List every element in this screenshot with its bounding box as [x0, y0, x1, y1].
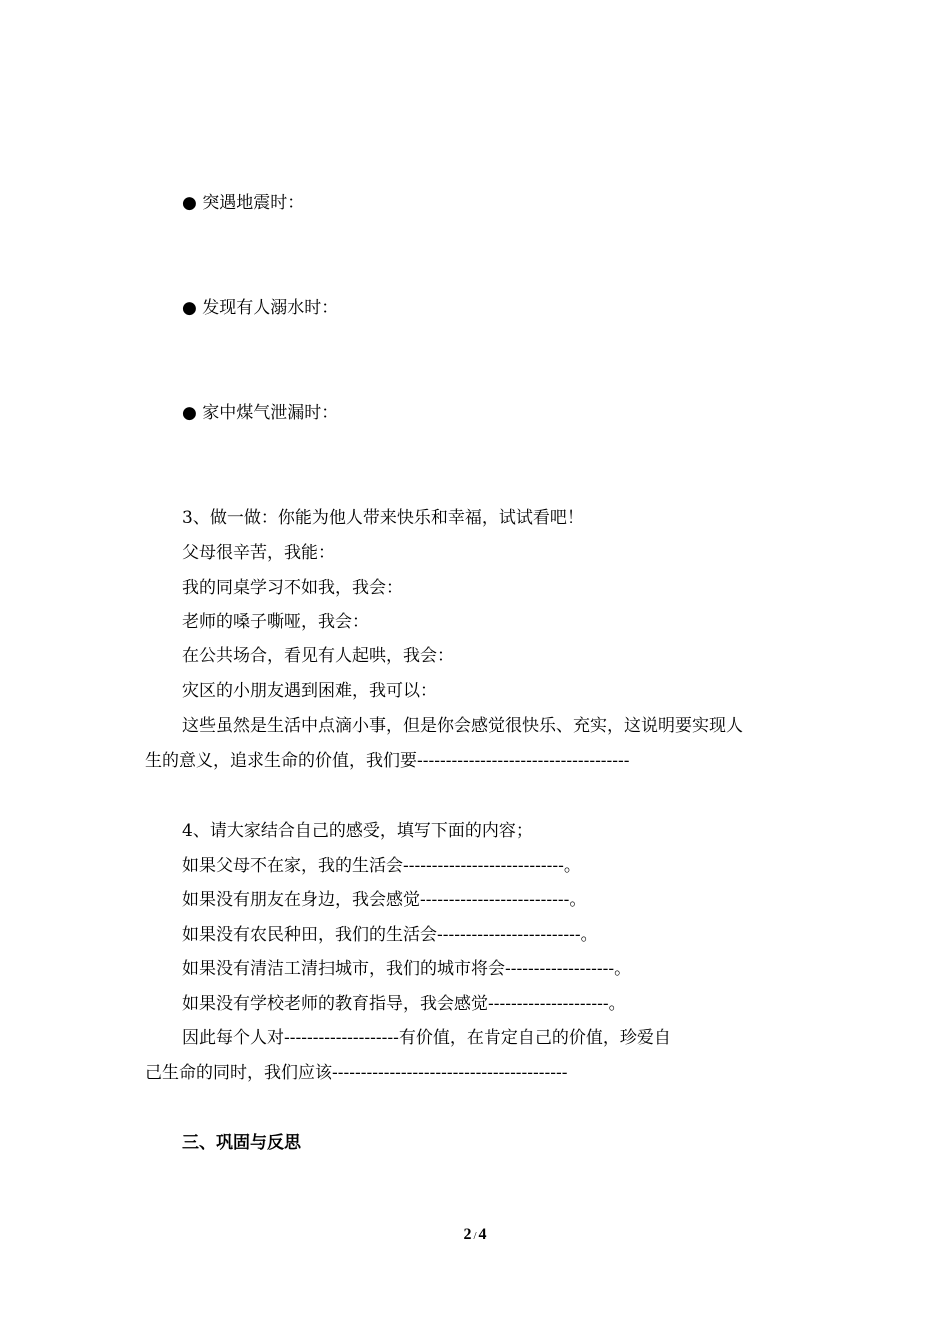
q3-item-deskmate: 我的同桌学习不如我，我会： [182, 578, 403, 598]
bullet-earthquake: ● 突遇地震时： [182, 193, 305, 213]
q4-item-farmers: 如果没有农民种田，我们的生活会-------------------------。 [182, 925, 598, 945]
q4-item-cleaners: 如果没有清洁工清扫城市，我们的城市将会-------------------。 [182, 959, 632, 979]
q3-item-teacher: 老师的嗓子嘶哑，我会： [182, 612, 369, 632]
section-3-heading: 三、巩固与反思 [182, 1133, 301, 1153]
q3-summary-line1: 这些虽然是生活中点滴小事，但是你会感觉很快乐、充实，这说明要实现人 [182, 716, 743, 736]
question-3-title: 3、做一做：你能为他人带来快乐和幸福，试试看吧！ [182, 508, 584, 528]
q3-item-parents: 父母很辛苦，我能： [182, 543, 335, 563]
page-total: 4 [478, 1226, 487, 1243]
q4-item-friends: 如果没有朋友在身边，我会感觉--------------------------。 [182, 890, 587, 910]
q3-item-public: 在公共场合，看见有人起哄，我会： [182, 646, 454, 666]
q4-item-teachers: 如果没有学校老师的教育指导，我会感觉---------------------。 [182, 994, 626, 1014]
q4-conclusion-line2: 己生命的同时，我们应该----------------------------------------- [145, 1063, 568, 1083]
q3-summary-line2: 生的意义，追求生命的价值，我们要------------------------------------- [145, 751, 630, 771]
question-4-title: 4、请大家结合自己的感受，填写下面的内容； [182, 821, 533, 841]
q4-conclusion-line1: 因此每个人对--------------------有价值，在肯定自己的价值，珍爱自 [182, 1028, 671, 1048]
bullet-gas-leak: ● 家中煤气泄漏时： [182, 403, 339, 423]
page-number [0, 1226, 950, 1244]
bullet-drowning: ● 发现有人溺水时： [182, 298, 339, 318]
page-separator: / [473, 1230, 477, 1242]
q4-item-parents: 如果父母不在家，我的生活会----------------------------。 [182, 856, 581, 876]
page-current: 2 [463, 1226, 472, 1243]
q3-item-disaster: 灾区的小朋友遇到困难，我可以： [182, 681, 437, 701]
